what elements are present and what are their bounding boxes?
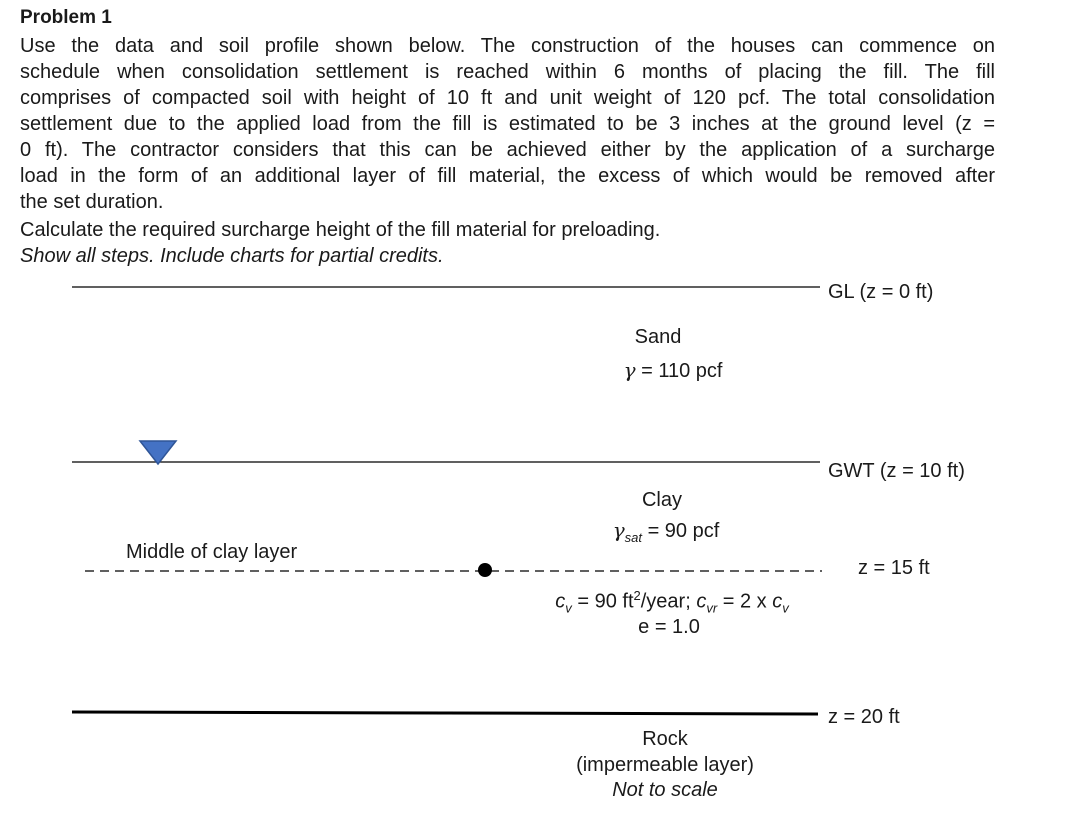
water-table-marker-icon [140,441,176,464]
void-ratio: e = 1.0 [638,616,700,638]
statement-line: comprises of compacted soil with height of 10 ft and unit weight of 120 pcf. The total consolidation [20,87,995,109]
statement-line: 0 ft). The contractor considers that this can be achieved either by the application of a surcharge [20,139,995,161]
sand-unit-weight-value: = 110 pcf [641,360,723,382]
middle-depth-label: z = 15 ft [858,557,930,579]
cv-symbol: c [555,590,566,613]
cv-unit: /year; [640,590,691,613]
scale-note: Not to scale [612,779,718,801]
statement-line: settlement due to the applied load from the fill is estimated to be 3 inches at the ground level (z = [20,113,995,135]
groundwater-label: GWT (z = 10 ft) [828,460,965,482]
consolidation-coefficients [555,588,788,616]
statement-line: load in the form of an additional layer of fill material, the excess of which would be removed after [20,165,995,187]
cv-superscript: 2 [633,588,641,603]
gamma-subscript: sat [624,530,643,545]
cv-subscript: v [565,600,572,616]
rock-depth-label: z = 20 ft [828,706,900,728]
rock-label: Rock [642,728,688,750]
cvr-symbol: c [696,590,707,613]
instruction-text: Show all steps. Include charts for partial credits. [20,245,444,267]
cv-symbol-2: c [772,590,783,613]
sand-unit-weight [624,358,723,383]
ground-level-label: GL (z = 0 ft) [828,281,934,303]
rock-description: (impermeable layer) [576,754,754,776]
gamma-symbol: γ [612,518,625,542]
statement-line: Use the data and soil profile shown below. The construction of the houses can commence on [20,35,995,57]
cvr-value: = 2 x [722,590,767,613]
clay-unit-weight [613,518,720,545]
sand-label: Sand [634,326,682,348]
cvr-subscript: vr [706,600,718,616]
cv-subscript-2: v [782,600,789,616]
clay-unit-weight-value: = 90 pcf [647,520,720,542]
statement-line: schedule when consolidation settlement is reached within 6 months of placing the fill. The fill [20,61,995,83]
gamma-symbol: γ [623,358,636,382]
clay-midpoint-marker [478,563,492,577]
cv-value: = 90 ft [577,590,634,613]
rock-surface-line [72,712,818,714]
task-text: Calculate the required surcharge height of the fill material for preloading. [20,219,661,241]
clay-label: Clay [641,489,683,511]
problem-title: Problem 1 [20,7,112,28]
middle-clay-label: Middle of clay layer [126,541,298,563]
statement-line: the set duration. [20,191,164,213]
